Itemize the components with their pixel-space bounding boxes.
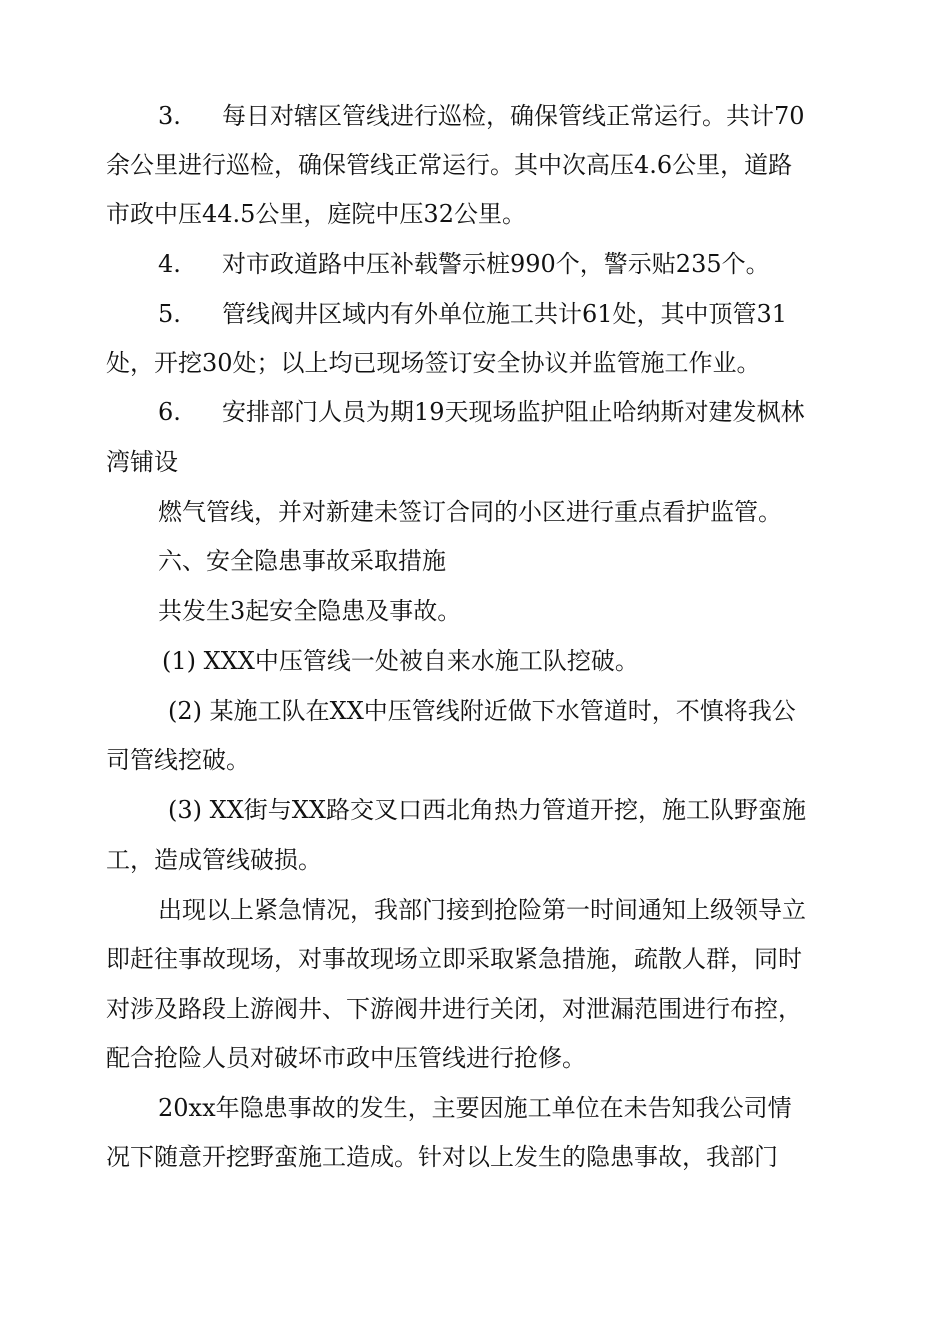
incident-3-line-2: 工，造成管线破损。 <box>106 846 322 874</box>
list-number: 6. <box>158 398 181 426</box>
paragraph-emergency-line-3: 对涉及路段上游阀井、下游阀井进行关闭，对泄漏范围进行布控， <box>106 995 802 1023</box>
list-item-3-line-3: 市政中压44.5公里，庭院中压32公里。 <box>106 200 526 228</box>
list-item-5-line-1: 5. 管线阀井区域内有外单位施工共计61处，其中顶管31 <box>158 300 788 328</box>
list-item-4-line-1: 4. 对市政道路中压补载警示桩990个，警示贴235个。 <box>158 250 770 278</box>
list-number: 3. <box>158 102 181 130</box>
paragraph-gas-pipeline: 燃气管线，并对新建未签订合同的小区进行重点看护监管。 <box>158 498 782 526</box>
list-item-6-line-1: 6. 安排部门人员为期19天现场监护阻止哈纳斯对建发枫林 <box>158 398 805 426</box>
list-item-6-line-2: 湾铺设 <box>106 448 178 476</box>
paragraph-emergency-line-2: 即赶往事故现场，对事故现场立即采取紧急措施，疏散人群，同时 <box>106 945 802 973</box>
list-number: 4. <box>158 250 181 278</box>
section-heading: 六、安全隐患事故采取措施 <box>158 547 446 575</box>
list-number: 5. <box>158 300 181 328</box>
paragraph-incident-total: 共发生3起安全隐患及事故。 <box>158 597 462 625</box>
list-item-3-line-1: 3. 每日对辖区管线进行巡检，确保管线正常运行。共计70 <box>158 102 805 130</box>
paragraph-cause-line-2: 况下随意开挖野蛮施工造成。针对以上发生的隐患事故，我部门 <box>106 1143 778 1171</box>
paragraph-cause-line-1: 20xx年隐患事故的发生，主要因施工单位在未告知我公司情 <box>158 1094 792 1122</box>
list-item-5-line-2: 处，开挖30处；以上均已现场签订安全协议并监管施工作业。 <box>106 349 761 377</box>
incident-3-line-1: (3) XX街与XX路交叉口西北角热力管道开挖，施工队野蛮施 <box>168 796 806 824</box>
paragraph-emergency-line-4: 配合抢险人员对破坏市政中压管线进行抢修。 <box>106 1044 586 1072</box>
incident-2-line-1: (2) 某施工队在XX中压管线附近做下水管道时，不慎将我公 <box>168 697 796 725</box>
paragraph-emergency-line-1: 出现以上紧急情况，我部门接到抢险第一时间通知上级领导立 <box>158 896 806 924</box>
incident-1-line-1: (1) XXX中压管线一处被自来水施工队挖破。 <box>162 647 639 675</box>
list-item-3-line-2: 余公里进行巡检，确保管线正常运行。其中次高压4.6公里，道路 <box>106 151 793 179</box>
incident-2-line-2: 司管线挖破。 <box>106 746 250 774</box>
